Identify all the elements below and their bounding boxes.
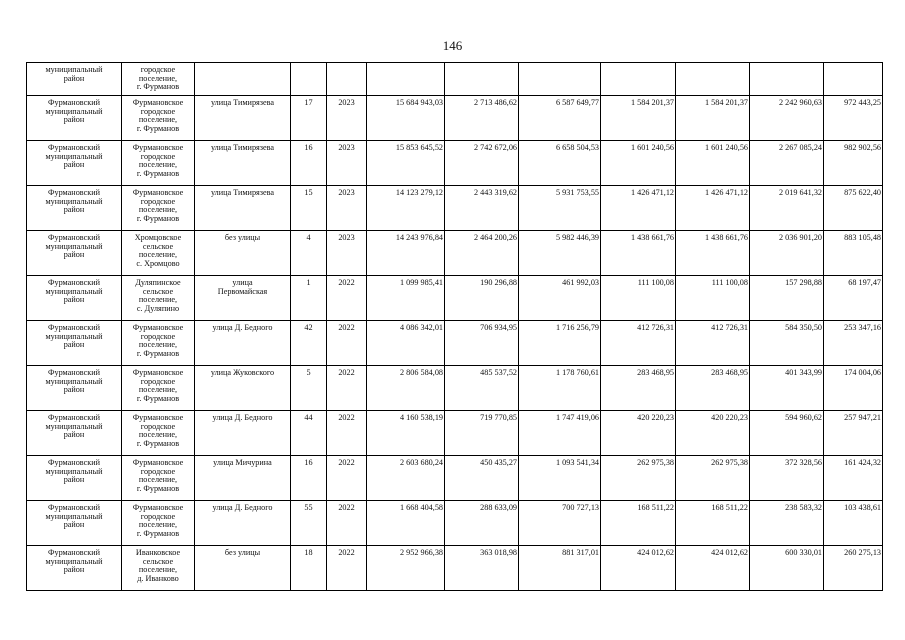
total-cost-cell: 2 952 966,38	[367, 546, 445, 591]
cost-cell: 450 435,27	[445, 456, 519, 501]
cost-cell: 157 298,88	[750, 276, 824, 321]
year-cell: 2023	[327, 231, 367, 276]
house-number-cell: 1	[291, 276, 327, 321]
district-line: Фурмановский	[48, 323, 100, 332]
settlement-line: поселение,	[138, 295, 178, 305]
settlement-line: г. Фурманов	[136, 528, 180, 538]
table-row	[27, 546, 883, 591]
settlement-line: Дуляпинское	[135, 278, 181, 287]
cost-cell: 1 747 419,06	[519, 411, 601, 456]
settlement-line: городское	[140, 511, 176, 521]
street-line: улица Д. Бедного	[212, 413, 273, 422]
cost-cell: 168 511,22	[676, 501, 750, 546]
district-line: район	[63, 250, 85, 260]
district-line: Фурмановский	[48, 503, 100, 512]
cost-cell: 2 036 901,20	[750, 231, 824, 276]
settlement-line: сельское	[142, 241, 174, 251]
settlement-cell	[122, 96, 195, 141]
settlement-line: городское	[140, 196, 176, 206]
cost-cell: 401 343,99	[750, 366, 824, 411]
settlement-line: г. Фурманов	[136, 483, 180, 493]
page-number: 146	[442, 38, 463, 53]
street-cell	[195, 141, 291, 186]
settlement-line: городское	[140, 376, 176, 386]
district-cell	[27, 321, 122, 366]
street-line: Первомайская	[217, 286, 268, 296]
district-line: район	[63, 475, 85, 485]
settlement-line: поселение,	[138, 340, 178, 350]
empty-cell	[824, 63, 883, 96]
street-line: улица Тимирязева	[210, 143, 275, 152]
house-number-cell: 44	[291, 411, 327, 456]
district-line: район	[63, 73, 85, 83]
cost-cell: 111 100,08	[601, 276, 676, 321]
settlement-line: с. Дуляпино	[136, 303, 180, 313]
district-cell	[27, 231, 122, 276]
settlement-cell	[122, 186, 195, 231]
settlement-line: г. Фурманов	[136, 213, 180, 223]
table-row	[27, 96, 883, 141]
table-row	[27, 366, 883, 411]
settlement-line: г. Фурманов	[136, 438, 180, 448]
district-line: район	[63, 430, 85, 440]
total-cost-cell: 14 123 279,12	[367, 186, 445, 231]
district-line: Фурмановский	[48, 278, 100, 287]
table-row	[27, 411, 883, 456]
cost-cell: 168 511,22	[601, 501, 676, 546]
settlement-line: поселение,	[138, 205, 178, 215]
district-line: район	[63, 205, 85, 215]
year-cell: 2022	[327, 276, 367, 321]
settlement-cell	[122, 501, 195, 546]
settlement-cell	[122, 63, 195, 96]
empty-cell	[445, 63, 519, 96]
district-cell	[27, 141, 122, 186]
cost-cell: 1 716 256,79	[519, 321, 601, 366]
cost-cell: 424 012,62	[676, 546, 750, 591]
street-cell	[195, 546, 291, 591]
cost-cell: 700 727,13	[519, 501, 601, 546]
cost-cell: 420 220,23	[676, 411, 750, 456]
settlement-cell	[122, 546, 195, 591]
year-cell: 2022	[327, 321, 367, 366]
street-line: без улицы	[224, 233, 261, 242]
empty-cell	[519, 63, 601, 96]
table-row	[27, 231, 883, 276]
district-cell	[27, 501, 122, 546]
cost-cell: 972 443,25	[824, 96, 883, 141]
street-line: улица Жуковского	[210, 368, 275, 377]
total-cost-cell: 1 668 404,58	[367, 501, 445, 546]
cost-cell: 262 975,38	[601, 456, 676, 501]
cost-cell: 372 328,56	[750, 456, 824, 501]
settlement-line: Хромцовское	[134, 233, 182, 242]
cost-cell: 2 443 319,62	[445, 186, 519, 231]
district-line: район	[63, 520, 85, 530]
settlement-line: с. Хромцово	[136, 258, 180, 268]
settlement-line: Фурмановское	[132, 458, 184, 467]
table-row	[27, 186, 883, 231]
cost-cell: 485 537,52	[445, 366, 519, 411]
cost-cell: 103 438,61	[824, 501, 883, 546]
empty-cell	[291, 63, 327, 96]
district-line: Фурмановский	[48, 413, 100, 422]
settlement-line: поселение,	[138, 475, 178, 485]
district-line: муниципальный	[45, 196, 103, 206]
cost-cell: 174 004,06	[824, 366, 883, 411]
table-row	[27, 276, 883, 321]
street-line: без улицы	[224, 548, 261, 557]
table-row	[27, 63, 883, 96]
total-cost-cell: 2 603 680,24	[367, 456, 445, 501]
settlement-line: поселение,	[138, 250, 178, 260]
street-cell	[195, 186, 291, 231]
settlement-line: поселение,	[138, 160, 178, 170]
house-number-cell: 55	[291, 501, 327, 546]
cost-cell: 1 093 541,34	[519, 456, 601, 501]
settlement-line: поселение,	[138, 73, 178, 83]
cost-cell: 260 275,13	[824, 546, 883, 591]
district-line: муниципальный	[45, 286, 103, 296]
cost-cell: 288 633,09	[445, 501, 519, 546]
cost-cell: 1 178 760,61	[519, 366, 601, 411]
district-cell	[27, 186, 122, 231]
district-line: Фурмановский	[48, 188, 100, 197]
settlement-cell	[122, 456, 195, 501]
settlement-line: Иванковское	[135, 548, 181, 557]
street-line: улица Мичурина	[213, 458, 272, 467]
district-line: муниципальный	[45, 376, 103, 386]
district-line: муниципальный	[45, 151, 103, 161]
cost-cell: 6 587 649,77	[519, 96, 601, 141]
cost-cell: 420 220,23	[601, 411, 676, 456]
district-line: муниципальный	[45, 556, 103, 566]
house-number-cell: 4	[291, 231, 327, 276]
cost-cell: 1 438 661,76	[676, 231, 750, 276]
settlement-line: поселение,	[138, 565, 178, 575]
street-cell	[195, 321, 291, 366]
settlement-line: поселение,	[138, 520, 178, 530]
street-line: улица Тимирязева	[210, 188, 275, 197]
cost-cell: 6 658 504,53	[519, 141, 601, 186]
total-cost-cell: 2 806 584,08	[367, 366, 445, 411]
district-line: муниципальный	[45, 421, 103, 431]
district-cell	[27, 276, 122, 321]
house-number-cell: 42	[291, 321, 327, 366]
cost-cell: 1 584 201,37	[676, 96, 750, 141]
table-row	[27, 141, 883, 186]
data-table	[26, 62, 883, 591]
street-cell	[195, 456, 291, 501]
street-line: улица Д. Бедного	[212, 323, 273, 332]
district-line: Фурмановский	[48, 233, 100, 242]
cost-cell: 584 350,50	[750, 321, 824, 366]
cost-cell: 1 426 471,12	[601, 186, 676, 231]
cost-cell: 253 347,16	[824, 321, 883, 366]
settlement-line: г. Фурманов	[136, 123, 180, 133]
house-number-cell: 5	[291, 366, 327, 411]
street-cell	[195, 231, 291, 276]
settlement-line: г. Фурманов	[136, 168, 180, 178]
year-cell: 2023	[327, 141, 367, 186]
district-line: муниципальный	[45, 65, 103, 74]
cost-cell: 5 931 753,55	[519, 186, 601, 231]
settlement-cell	[122, 321, 195, 366]
cost-cell: 412 726,31	[601, 321, 676, 366]
district-line: район	[63, 340, 85, 350]
settlement-cell	[122, 366, 195, 411]
settlement-line: Фурмановское	[132, 188, 184, 197]
house-number-cell: 16	[291, 456, 327, 501]
cost-cell: 238 583,32	[750, 501, 824, 546]
street-cell	[195, 276, 291, 321]
cost-cell: 982 902,56	[824, 141, 883, 186]
cost-cell: 1 584 201,37	[601, 96, 676, 141]
cost-cell: 283 468,95	[676, 366, 750, 411]
cost-cell: 594 960,62	[750, 411, 824, 456]
district-line: район	[63, 115, 85, 125]
settlement-line: поселение,	[138, 385, 178, 395]
empty-cell	[367, 63, 445, 96]
settlement-line: Фурмановское	[132, 143, 184, 152]
cost-cell: 2 713 486,62	[445, 96, 519, 141]
cost-cell: 2 742 672,06	[445, 141, 519, 186]
house-number-cell: 15	[291, 186, 327, 231]
district-line: район	[63, 160, 85, 170]
settlement-line: городское	[140, 65, 176, 74]
settlement-line: городское	[140, 151, 176, 161]
settlement-line: сельское	[142, 286, 174, 296]
cost-cell: 68 197,47	[824, 276, 883, 321]
district-cell	[27, 456, 122, 501]
settlement-line: г. Фурманов	[136, 348, 180, 358]
district-line: Фурмановский	[48, 458, 100, 467]
empty-cell	[601, 63, 676, 96]
total-cost-cell: 1 099 985,41	[367, 276, 445, 321]
year-cell: 2022	[327, 501, 367, 546]
street-cell	[195, 366, 291, 411]
total-cost-cell: 15 853 645,52	[367, 141, 445, 186]
year-cell: 2022	[327, 546, 367, 591]
cost-cell: 1 601 240,56	[676, 141, 750, 186]
settlement-line: поселение,	[138, 430, 178, 440]
settlement-line: городское	[140, 106, 176, 116]
cost-cell: 883 105,48	[824, 231, 883, 276]
total-cost-cell: 4 086 342,01	[367, 321, 445, 366]
district-line: муниципальный	[45, 106, 103, 116]
district-line: муниципальный	[45, 241, 103, 251]
cost-cell: 2 267 085,24	[750, 141, 824, 186]
cost-cell: 111 100,08	[676, 276, 750, 321]
district-line: Фурмановский	[48, 548, 100, 557]
district-cell	[27, 546, 122, 591]
district-cell	[27, 366, 122, 411]
settlement-line: г. Фурманов	[136, 393, 180, 403]
settlement-cell	[122, 231, 195, 276]
cost-cell: 461 992,03	[519, 276, 601, 321]
cost-cell: 412 726,31	[676, 321, 750, 366]
settlement-line: Фурмановское	[132, 98, 184, 107]
cost-cell: 881 317,01	[519, 546, 601, 591]
table-row	[27, 321, 883, 366]
year-cell: 2022	[327, 456, 367, 501]
settlement-line: поселение,	[138, 115, 178, 125]
house-number-cell: 16	[291, 141, 327, 186]
district-line: муниципальный	[45, 466, 103, 476]
street-line: улица Д. Бедного	[212, 503, 273, 512]
settlement-line: д. Иванково	[137, 573, 179, 583]
settlement-line: Фурмановское	[132, 503, 184, 512]
district-line: Фурмановский	[48, 98, 100, 107]
cost-cell: 5 982 446,39	[519, 231, 601, 276]
house-number-cell: 17	[291, 96, 327, 141]
year-cell: 2023	[327, 186, 367, 231]
cost-cell: 875 622,40	[824, 186, 883, 231]
house-number-cell: 18	[291, 546, 327, 591]
district-cell	[27, 63, 122, 96]
year-cell: 2023	[327, 96, 367, 141]
table-row	[27, 501, 883, 546]
empty-cell	[750, 63, 824, 96]
year-cell: 2022	[327, 411, 367, 456]
settlement-line: Фурмановское	[132, 323, 184, 332]
empty-cell	[676, 63, 750, 96]
cost-cell: 283 468,95	[601, 366, 676, 411]
settlement-cell	[122, 276, 195, 321]
district-line: район	[63, 565, 85, 575]
district-line: Фурмановский	[48, 368, 100, 377]
year-cell: 2022	[327, 366, 367, 411]
table-body	[27, 63, 883, 591]
cost-cell: 2 019 641,32	[750, 186, 824, 231]
settlement-line: сельское	[142, 556, 174, 566]
settlement-line: Фурмановское	[132, 368, 184, 377]
street-line: улица Тимирязева	[210, 98, 275, 107]
settlement-line: городское	[140, 331, 176, 341]
district-cell	[27, 96, 122, 141]
street-cell	[195, 411, 291, 456]
district-line: муниципальный	[45, 331, 103, 341]
cost-cell: 719 770,85	[445, 411, 519, 456]
settlement-line: Фурмановское	[132, 413, 184, 422]
empty-cell	[327, 63, 367, 96]
settlement-line: городское	[140, 421, 176, 431]
district-line: район	[63, 385, 85, 395]
cost-cell: 706 934,95	[445, 321, 519, 366]
cost-cell: 161 424,32	[824, 456, 883, 501]
street-cell	[195, 501, 291, 546]
cost-cell: 2 242 960,63	[750, 96, 824, 141]
settlement-cell	[122, 141, 195, 186]
settlement-cell	[122, 411, 195, 456]
cost-cell: 1 426 471,12	[676, 186, 750, 231]
district-line: муниципальный	[45, 511, 103, 521]
cost-cell: 424 012,62	[601, 546, 676, 591]
cost-cell: 363 018,98	[445, 546, 519, 591]
cost-cell: 257 947,21	[824, 411, 883, 456]
street-line: улица	[232, 278, 253, 287]
total-cost-cell: 4 160 538,19	[367, 411, 445, 456]
district-cell	[27, 411, 122, 456]
district-line: Фурмановский	[48, 143, 100, 152]
settlement-line: г. Фурманов	[136, 82, 180, 92]
district-line: район	[63, 295, 85, 305]
cost-cell: 1 438 661,76	[601, 231, 676, 276]
empty-cell	[195, 63, 291, 96]
total-cost-cell: 15 684 943,03	[367, 96, 445, 141]
cost-cell: 262 975,38	[676, 456, 750, 501]
settlement-line: городское	[140, 466, 176, 476]
table-row	[27, 456, 883, 501]
cost-cell: 2 464 200,26	[445, 231, 519, 276]
cost-cell: 1 601 240,56	[601, 141, 676, 186]
cost-cell: 600 330,01	[750, 546, 824, 591]
total-cost-cell: 14 243 976,84	[367, 231, 445, 276]
cost-cell: 190 296,88	[445, 276, 519, 321]
street-cell	[195, 96, 291, 141]
